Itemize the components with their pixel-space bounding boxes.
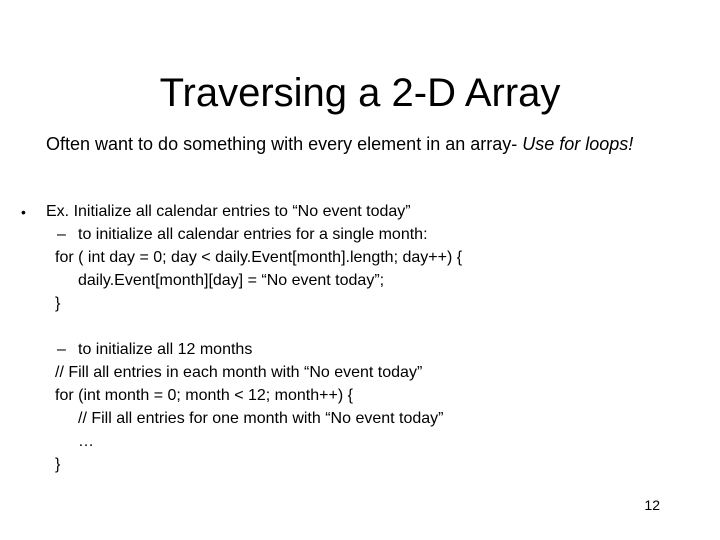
- page-number: 12: [644, 497, 660, 513]
- intro-text: Often want to do something with every element in an array-: [46, 134, 523, 154]
- sub-bullet-dash: –: [57, 341, 66, 358]
- code-line: for (int month = 0; month < 12; month++) {: [55, 387, 353, 404]
- intro-emphasis: Use for loops!: [522, 134, 634, 154]
- sub-bullet-dash: –: [57, 226, 66, 243]
- code-line: daily.Event[month][day] = “No event today”;: [78, 272, 385, 289]
- single-month-caption: to initialize all calendar entries for a single month:: [78, 226, 428, 243]
- bullet-marker: •: [21, 204, 26, 220]
- code-line: for ( int day = 0; day < daily.Event[month].length; day++) {: [55, 249, 463, 266]
- code-line: // Fill all entries for one month with “No event today”: [78, 410, 444, 427]
- code-line: }: [55, 295, 61, 312]
- example-heading: Ex. Initialize all calendar entries to “No event today”: [46, 203, 411, 220]
- code-line: // Fill all entries in each month with “No event today”: [55, 364, 423, 381]
- all-months-caption: to initialize all 12 months: [78, 341, 253, 358]
- code-line: …: [78, 433, 94, 450]
- slide-title: Traversing a 2-D Array: [159, 71, 561, 115]
- intro-paragraph: [46, 132, 666, 156]
- code-line: }: [55, 456, 61, 473]
